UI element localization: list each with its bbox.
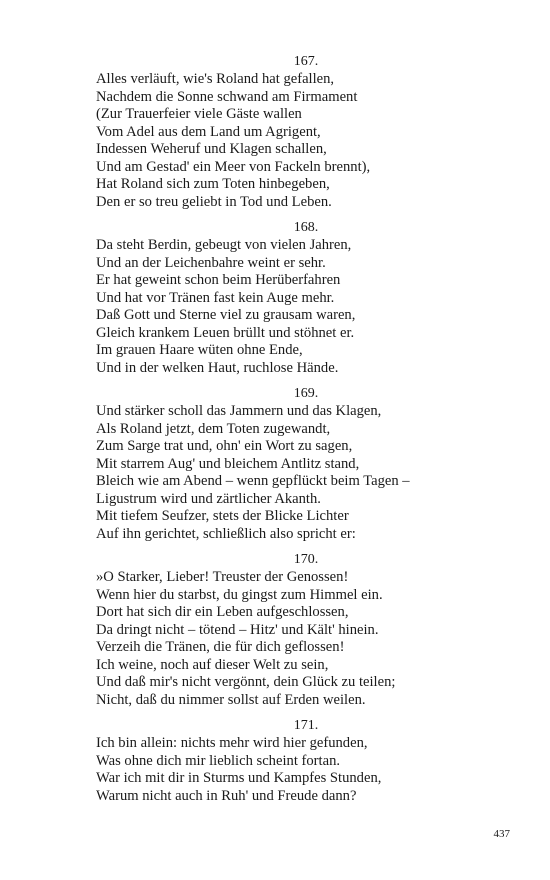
verse-line: Ligustrum wird und zärtlicher Akanth. [96,490,321,507]
verse-line: Als Roland jetzt, dem Toten zugewandt, [96,420,331,437]
verse-line: Und stärker scholl das Jammern und das Klagen, [96,403,382,419]
verse-line: Dort hat sich dir ein Leben aufgeschlossen, [96,604,349,620]
verse-line: Vom Adel aus dem Land um Agrigent, [96,123,321,140]
verse-line: Indessen Weheruf und Klagen schallen, [96,141,327,157]
verse-line: Und daß mir's nicht vergönnt, dein Glück zu teilen; [96,674,396,690]
verse-line: Im grauen Haare wüten ohne Ende, [96,342,303,358]
stanza-171 [96,717,516,805]
stanza-168 [96,219,516,377]
verse-line: Gleich krankem Leuen brüllt und stöhnet er. [96,324,355,341]
verse-line: Bleich wie am Abend – wenn gepflückt beim Tagen – [96,473,410,489]
stanza-number: 167. [293,54,319,69]
stanza-169 [96,385,516,543]
verse-line: Da dringt nicht – tötend – Hitz' und Kält' hinein. [96,621,379,638]
verse-line: »O Starker, Lieber! Treuster der Genossen! [96,569,349,585]
stanza-167 [96,53,516,211]
verse-line: Wenn hier du starbst, du gingst zum Himmel ein. [96,586,383,603]
verse-line: Und an der Leichenbahre weint er sehr. [96,254,326,271]
verse-line: (Zur Trauerfeier viele Gäste wallen [96,106,302,122]
verse-line: Ich bin allein: nichts mehr wird hier gefunden, [96,735,368,751]
stanza-number: 168. [293,220,319,235]
verse-line: Nicht, daß du nimmer sollst auf Erden weilen. [96,691,366,708]
verse-line: Mit starrem Aug' und bleichem Antlitz stand, [96,455,360,472]
verse-line: Warum nicht auch in Ruh' und Freude dann? [96,787,357,804]
verse-line: Da steht Berdin, gebeugt von vielen Jahren, [96,237,352,253]
verse-line: Und am Gestad' ein Meer von Fackeln brennt), [96,158,371,175]
verse-line: Alles verläuft, wie's Roland hat gefallen, [96,71,335,87]
verse-line: Auf ihn gerichtet, schließlich also spricht er: [96,525,356,542]
verse-line: Und hat vor Tränen fast kein Auge mehr. [96,289,335,306]
stanza-number: 169. [293,386,319,401]
page-number: 437 [493,828,510,840]
verse-line: Verzeih die Tränen, die für dich geflossen! [96,639,345,655]
verse-line: Zum Sarge trat und, ohn' ein Wort zu sagen, [96,438,353,454]
verse-line: Den er so treu geliebt in Tod und Leben. [96,193,332,210]
verse-line: Er hat geweint schon beim Herüberfahren [96,272,341,288]
verse-line: Ich weine, noch auf dieser Welt zu sein, [96,656,329,673]
stanza-number: 170. [293,552,319,567]
stanza-170 [96,551,516,709]
verse-line: Daß Gott und Sterne viel zu grausam waren, [96,307,356,323]
verse-line: Und in der welken Haut, ruchlose Hände. [96,359,339,376]
verse-line: Mit tiefem Seufzer, stets der Blicke Lichter [96,508,349,524]
verse-line: Was ohne dich mir lieblich scheint fortan. [96,752,341,769]
verse-line: Hat Roland sich zum Toten hinbegeben, [96,176,330,192]
stanza-number: 171. [293,718,319,733]
verse-line: Nachdem die Sonne schwand am Firmament [96,88,358,105]
verse-line: War ich mit dir in Sturms und Kampfes Stunden, [96,770,382,786]
